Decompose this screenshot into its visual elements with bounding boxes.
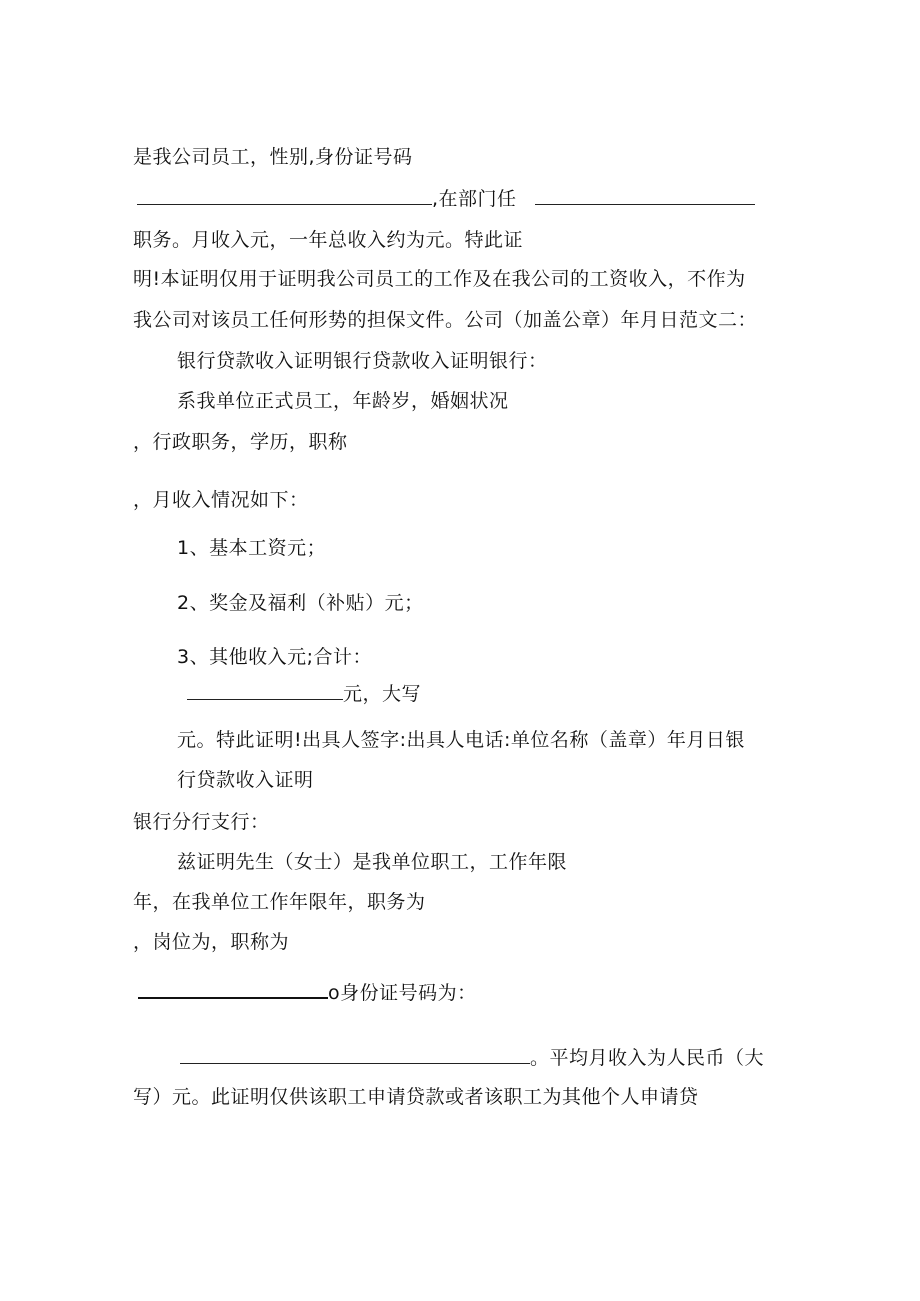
text-line-10: 1、基本工资元； — [177, 537, 327, 559]
blank-line — [187, 681, 343, 700]
text-segment: ,在部门任 — [432, 188, 517, 210]
text-line-5: 我公司对该员工任何形势的担保文件。公司（加盖公章）年月日范文二： — [133, 309, 758, 331]
text-line-4: 明!本证明仅用于证明我公司员工的工作及在我公司的工资收入，不作为 — [133, 268, 746, 290]
text-line-21 — [180, 1045, 764, 1070]
text-line-9: ，月收入情况如下： — [133, 489, 309, 511]
text-line-20 — [138, 979, 477, 1005]
text-line-8: ，行政职务，学历，职称 — [133, 431, 348, 453]
text-line-13 — [187, 681, 421, 706]
text-line-22: 写）元。此证明仅供该职工申请贷款或者该职工为其他个人申请贷 — [133, 1086, 699, 1108]
blank-line — [137, 186, 432, 205]
text-segment: 元，大写 — [343, 683, 422, 705]
text-segment: o身份证号码为： — [328, 982, 477, 1004]
text-line-14: 元。特此证明!出具人签字:出具人电话:单位名称（盖章）年月日银 — [177, 729, 745, 751]
text-line-19: ，岗位为，职称为 — [133, 931, 290, 953]
text-line-11: 2、奖金及福利（补贴）元； — [177, 592, 424, 614]
blank-line — [180, 1045, 530, 1064]
text-line-12: 3、其他收入元;合计： — [177, 646, 372, 668]
blank-line — [138, 979, 328, 999]
text-line-2 — [137, 186, 755, 211]
text-line-16: 银行分行支行： — [133, 811, 270, 833]
text-line-6: 银行贷款收入证明银行贷款收入证明银行： — [177, 350, 548, 372]
text-line-17: 兹证明先生（女士）是我单位职工，工作年限 — [177, 851, 568, 873]
text-line-3: 职务。月收入元，一年总收入约为元。特此证 — [133, 229, 524, 251]
text-line-15: 行贷款收入证明 — [177, 769, 314, 791]
text-line-18: 年，在我单位工作年限年，职务为 — [133, 891, 426, 913]
blank-line — [535, 186, 755, 205]
text-segment: 。平均月收入为人民币（大 — [530, 1047, 765, 1069]
text-line-1: 是我公司员工，性别,身份证号码 — [133, 146, 413, 168]
text-line-7: 系我单位正式员工，年龄岁，婚姻状况 — [177, 390, 509, 412]
